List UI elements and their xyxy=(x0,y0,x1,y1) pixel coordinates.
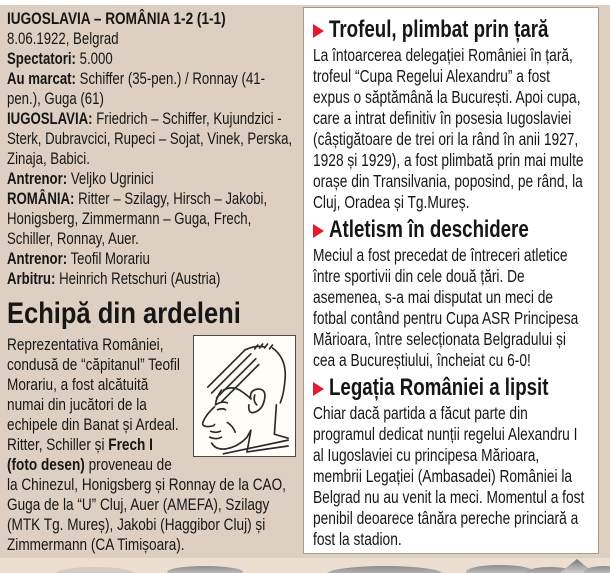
article-bold-inline: Frech I (foto desen) xyxy=(7,435,153,474)
match-info-row xyxy=(7,69,296,109)
section-heading-text: Legația României a lipsit xyxy=(329,374,549,401)
row-label: IUGOSLAVIA: xyxy=(7,110,93,128)
row-value: 5.000 xyxy=(79,50,113,68)
section-arrow-icon xyxy=(313,382,324,396)
hill-silhouette-icon xyxy=(0,558,610,573)
match-info-row xyxy=(7,169,296,189)
section-heading-text: Atletism în deschidere xyxy=(329,216,529,243)
match-info-row xyxy=(7,49,296,69)
match-date-venue: 8.06.1922, Belgrad xyxy=(7,30,119,48)
sidebar-section-trofeul xyxy=(313,16,590,213)
section-arrow-icon xyxy=(313,224,324,238)
match-info-row xyxy=(7,269,296,289)
row-value: Veljko Ugrinici xyxy=(70,170,154,188)
article-text: proveneau de la Chinezul, Honigsberg și Ronnay de la CAO, Guga de la “U” Cluj, Auer (AMEFA), Szilagy (MTK Tg. Mureș), Jakobi (Haggibor Cluj) și Zimmermann (CA Timișoara). xyxy=(7,455,286,554)
left-column xyxy=(7,9,296,555)
section-body: La întoarcerea delegației României în țară, trofeul “Cupa Regelui Alexandru” a fost expus o săptămână la București. Apoi cupa, care a intrat definitiv în posesia Iugoslaviei (câștigătoare de trei ori la rând în anii 1927, 1928 și 1929), a fost plimbată prin mai multe orașe din Transilvania, poposind, pe rând, la Cluj, Oradea și Tg.Mureș. xyxy=(313,45,584,212)
row-label: Arbitru: xyxy=(7,270,56,288)
sidebar-section-atletism xyxy=(313,216,590,371)
player-caricature-sketch xyxy=(193,335,296,457)
decorative-silhouette-strip xyxy=(0,558,610,573)
match-title: IUGOSLAVIA – ROMÂNIA 1-2 (1-1) xyxy=(7,9,226,28)
sidebar-section-legatia xyxy=(313,374,590,550)
article-text: Reprezentativa României, condusă de “căpitanul” Teofil Morariu, a fost alcătuită numai din jucători de la echipele din Banat și Ardeal. Ritter, Schiller și xyxy=(7,335,180,454)
section-heading-text: Trofeul, plimbat prin țară xyxy=(329,16,549,43)
match-info-row xyxy=(7,249,296,269)
row-value: Heinrich Retschuri (Austria) xyxy=(59,270,221,288)
section-arrow-icon xyxy=(313,24,324,38)
section-heading xyxy=(313,16,590,43)
match-info-row xyxy=(7,109,296,169)
row-value: Ritter – Szilagy, Hirsch – Jakobi, Honigsberg, Zimmermann – Guga, Frech, Schiller, Ronnay, Auer. xyxy=(7,190,268,248)
row-value: Friedrich – Schiffer, Kujundzici - Sterk, Dubravcici, Rupeci – Sojat, Vinek, Perska, Zinaja, Babici. xyxy=(7,110,293,168)
match-info-block xyxy=(7,9,296,289)
section-body: Meciul a fost precedat de întreceri atletice între sportivii din cele două țări. De asemenea, s-a mai disputat un meci de fotbal contând pentru Cupa ASR Principesa Mărioara, între selecționata Belgradului și cea a Bucureștiului, încheiat cu 6-0! xyxy=(313,245,579,370)
row-value: Teofil Morariu xyxy=(70,250,150,268)
section-heading xyxy=(313,374,590,401)
row-label: Au marcat: xyxy=(7,70,76,88)
article-body-wrap xyxy=(7,335,296,555)
article-heading-text: Echipă din ardeleni xyxy=(7,297,241,330)
section-body: Chiar dacă partida a făcut parte din programul dedicat nunții regelui Alexandru I al Iugoslaviei cu principesa Mărioara, membrii Legației (Ambasadei) României la Belgrad nu au venit la meci. Momentul a fost penibil deoarece tânăra pereche princiară a fost la stadion. xyxy=(313,403,585,549)
row-value: Schiffer (35-pen.) / Ronnay (41-pen.), Guga (61) xyxy=(7,70,266,108)
article-heading xyxy=(7,298,296,329)
caricature-face-icon xyxy=(194,336,295,456)
section-heading xyxy=(313,216,590,243)
sidebar-panel xyxy=(303,7,599,554)
row-label: ROMÂNIA: xyxy=(7,190,75,208)
row-label: Spectatori: xyxy=(7,50,76,68)
row-label: Antrenor: xyxy=(7,170,68,188)
row-label: Antrenor: xyxy=(7,250,68,268)
newspaper-clipping xyxy=(0,5,610,573)
match-info-row xyxy=(7,189,296,249)
